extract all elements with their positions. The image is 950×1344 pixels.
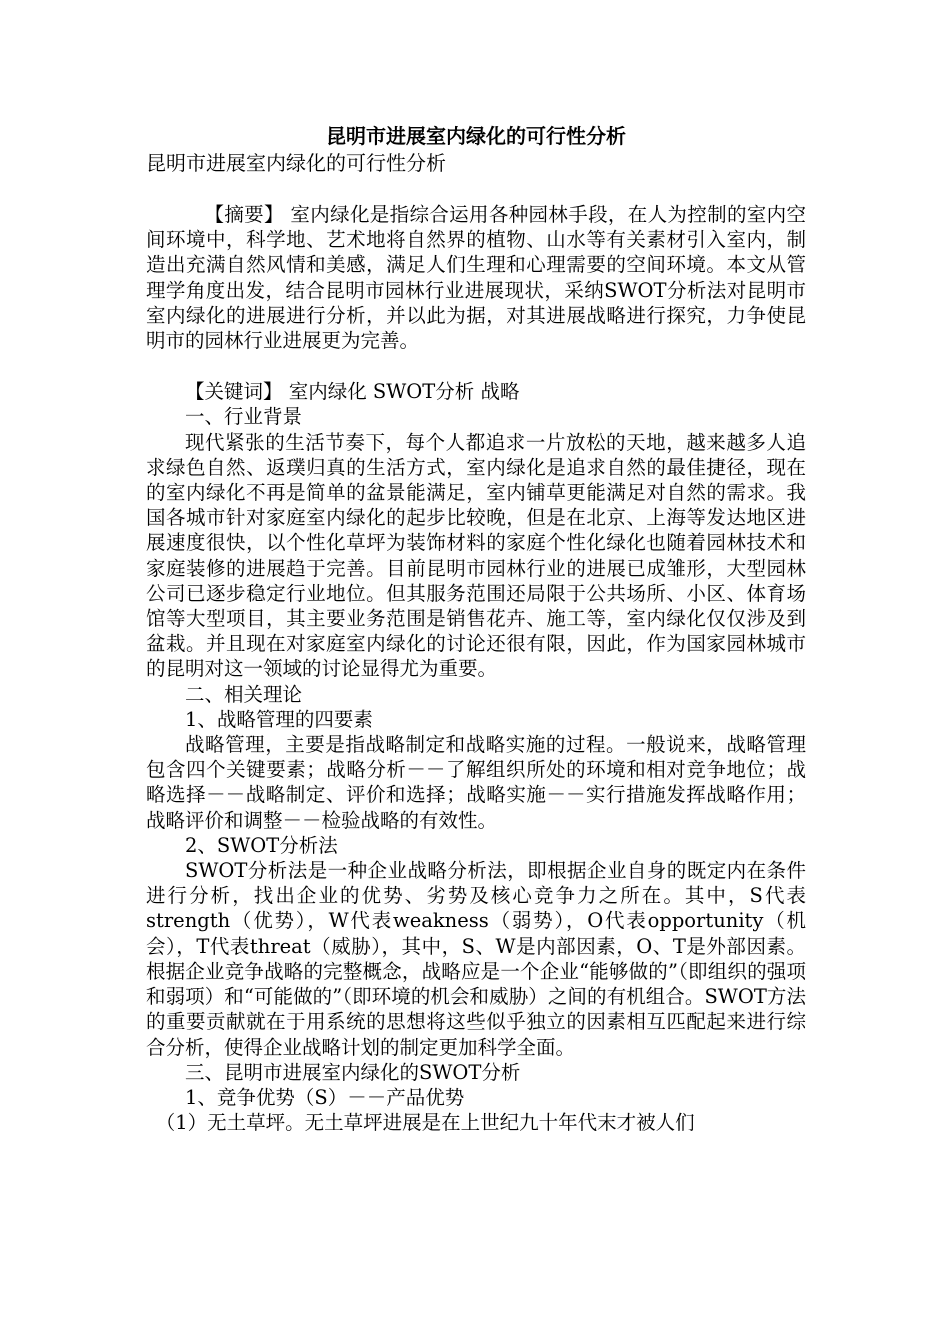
section-heading-theory: 二、相关理论 bbox=[185, 682, 303, 706]
section-heading-background: 一、行业背景 bbox=[185, 405, 303, 429]
document-body bbox=[146, 122, 806, 1135]
subsection-heading-strengths: 1、竞争优势（S）－－产品优势 bbox=[185, 1085, 465, 1109]
abstract-paragraph: 【摘要】 室内绿化是指综合运用各种园林手段，在人为控制的室内空间环境中，科学地、艺术地将自然界的植物、山水等有关素材引入室内，制造出充满自然风情和美感，满足人们生理和心理需要的空间环境。本文从管理学角度出发，结合昆明市园林行业进展现状，采纳SWOT分析法对昆明市室内绿化的进展进行分析，并以此为据，对其进展战略进行探究，力争使昆明市的园林行业进展更为完善。 bbox=[146, 203, 806, 353]
list-item-soilless-turf: （1）无土草坪。无土草坪进展是在上世纪九十年代末才被人们 bbox=[155, 1111, 695, 1135]
subsection-heading-strategy-elements: 1、战略管理的四要素 bbox=[185, 707, 373, 731]
keywords-line: 【关键词】 室内绿化 SWOT分析 战略 bbox=[185, 380, 520, 404]
section-heading-swot-analysis: 三、昆明市进展室内绿化的SWOT分析 bbox=[185, 1060, 521, 1084]
subsection-strategy-elements-body: 战略管理，主要是指战略制定和战略实施的过程。一般说来，战略管理包含四个关键要素；战略分析－－了解组织所处的环境和相对竞争地位；战略选择－－战略制定、评价和选择；战略实施－－实行措施发挥战略作用；战略评价和调整－－检验战略的有效性。 bbox=[146, 733, 806, 832]
subsection-swot-body: SWOT分析法是一种企业战略分析法，即根据企业自身的既定内在条件进行分析，找出企业的优势、劣势及核心竞争力之所在。其中，S代表strength（优势），W代表weakness（弱势），O代表opportunity（机会），T代表threat（威胁），其中，S、W是内部因素，O、T是外部因素。根据企业竞争战略的完整概念，战略应是一个企业“能够做的”（即组织的强项和弱项）和“可能做的”（即环境的机会和威胁）之间的有机组合。SWOT方法的重要贡献就在于用系统的思想将这些似乎独立的因素相互匹配起来进行综合分析，使得企业战略计划的制定更加科学全面。 bbox=[146, 859, 806, 1059]
section-background-body: 现代紧张的生活节奏下，每个人都追求一片放松的天地，越来越多人追求绿色自然、返璞归真的生活方式，室内绿化是追求自然的最佳捷径，现在的室内绿化不再是简单的盆景能满足，室内铺草更能满足对自然的需求。我国各城市针对家庭室内绿化的起步比较晚，但是在北京、上海等发达地区进展速度很快，以个性化草坪为装饰材料的家庭个性化绿化也随着园林技术和家庭装修的进展趋于完善。目前昆明市园林行业的进展已成雏形，大型园林公司已逐步稳定行业地位。但其服务范围还局限于公共场所、小区、体育场馆等大型项目，其主要业务范围是销售花卉、施工等，室内绿化仅仅涉及到盆栽。并且现在对家庭室内绿化的讨论还很有限，因此，作为国家园林城市的昆明对这一领域的讨论显得尤为重要。 bbox=[146, 430, 806, 681]
subsection-heading-swot: 2、SWOT分析法 bbox=[185, 833, 338, 857]
document-title: 昆明市进展室内绿化的可行性分析 bbox=[326, 124, 626, 148]
document-subtitle: 昆明市进展室内绿化的可行性分析 bbox=[146, 151, 446, 175]
paragraph-gap bbox=[146, 353, 806, 379]
